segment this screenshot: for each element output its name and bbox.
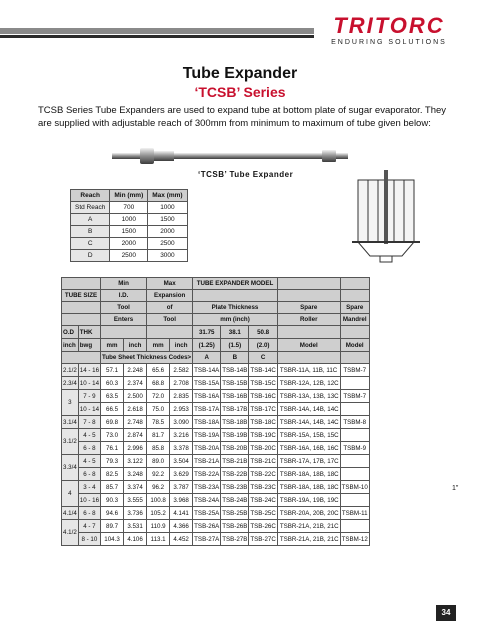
spare-mandrel-cell [340,455,369,468]
model-b-cell: TSB-25B [221,507,249,520]
header-cell: Model [340,339,369,352]
max-mm-cell: 78.5 [147,416,170,429]
tool-caption: ‘TCSB’ Tube Expander [198,170,294,179]
model-c-cell: TSB-18C [249,416,277,429]
max-mm-cell: 92.2 [147,468,170,481]
max-mm-cell: 72.0 [147,390,170,403]
max-inch-cell: 2.708 [170,377,193,390]
header-cell: Mandrel [340,314,369,326]
table-row [71,238,188,250]
min-mm-cell: 94.6 [101,507,124,520]
header-cell: Min [101,278,147,290]
min-mm-cell: 66.5 [101,403,124,416]
reach-min: 1000 [110,214,148,226]
header-row [62,290,370,302]
thk-cell: 3 - 4 [78,481,100,494]
header-cell: Tool [101,302,147,314]
model-a-cell: TSB-18A [193,416,221,429]
min-inch-cell: 2.500 [124,390,147,403]
od-cell: 3.1/2 [62,429,79,455]
max-inch-cell: 3.504 [170,455,193,468]
thk-cell: 7 - 8 [78,416,100,429]
spare-mandrel-cell: TSBM-7 [340,364,369,377]
thk-cell: 8 - 10 [78,533,100,546]
od-cell: 2.1/2 [62,364,79,377]
header-cell: inch [62,339,79,352]
min-inch-cell: 3.374 [124,481,147,494]
spare-roller-cell: TSBR-15A, 15B, 15C [277,429,340,442]
model-b-cell: TSB-24B [221,494,249,507]
model-b-cell: TSB-14B [221,364,249,377]
header-cell: TUBE SIZE [62,290,101,302]
header-cell: mm [147,339,170,352]
min-mm-cell: 104.3 [101,533,124,546]
spare-mandrel-cell: TSBM-7 [340,390,369,403]
min-mm-cell: 79.3 [101,455,124,468]
header-cell [340,326,369,339]
model-a-cell: TSB-23A [193,481,221,494]
model-c-cell: TSB-22C [249,468,277,481]
model-c-cell: TSB-16C [249,390,277,403]
spare-roller-cell: TSBR-12A, 12B, 12C [277,377,340,390]
od-cell: 4.1/4 [62,507,79,520]
brand-logo [314,14,464,48]
reach-label: D [71,250,110,262]
model-a-cell: TSB-24A [193,494,221,507]
model-c-cell: TSB-17C [249,403,277,416]
header-cell: TUBE EXPANDER MODEL [193,278,278,290]
thk-cell: 6 - 8 [78,468,100,481]
reach-max: 1000 [148,202,187,214]
min-inch-cell: 2.874 [124,429,147,442]
side-note: 1" [452,485,459,492]
model-a-cell: TSB-25A [193,507,221,520]
reach-min: 1500 [110,226,148,238]
header-cell: O.D [62,326,79,339]
header-cell [277,290,340,302]
table-row [62,390,370,403]
model-b-cell: TSB-15B [221,377,249,390]
max-inch-cell: 3.090 [170,416,193,429]
spare-mandrel-cell [340,429,369,442]
header-cell [340,278,369,290]
thk-cell: 10 - 16 [78,494,100,507]
max-inch-cell: 3.787 [170,481,193,494]
max-mm-cell: 100.8 [147,494,170,507]
header-cell [277,326,340,339]
spare-roller-cell: TSBR-14A, 14B, 14C [277,403,340,416]
min-mm-cell: 73.0 [101,429,124,442]
spare-mandrel-cell: TSBM-8 [340,416,369,429]
model-a-cell: TSB-16A [193,390,221,403]
reach-header-cell: Max (mm) [148,190,187,202]
spare-roller-cell: TSBR-21A, 21B, 21C [277,520,340,533]
table-row [62,507,370,520]
max-inch-cell: 2.835 [170,390,193,403]
max-inch-cell: 3.378 [170,442,193,455]
header-cell: Max [147,278,193,290]
spare-mandrel-cell [340,520,369,533]
min-inch-cell: 2.618 [124,403,147,416]
max-mm-cell: 89.0 [147,455,170,468]
brand-name: TRITORC [333,13,445,38]
header-cell: Tube Sheet Thickness Codes> [101,352,193,364]
header-cell: 38.1 [221,326,249,339]
header-row [62,339,370,352]
max-inch-cell: 3.629 [170,468,193,481]
model-b-cell: TSB-20B [221,442,249,455]
od-cell: 4.1/2 [62,520,79,546]
max-mm-cell: 81.7 [147,429,170,442]
page-title: Tube Expander [182,65,298,82]
header-row [62,302,370,314]
min-inch-cell: 2.748 [124,416,147,429]
reach-max: 3000 [148,250,187,262]
model-a-cell: TSB-17A [193,403,221,416]
model-c-cell: TSB-23C [249,481,277,494]
header-cell [277,352,340,364]
header-cell: (1.25) [193,339,221,352]
table-row [62,403,370,416]
spare-roller-cell: TSBR-21A, 21B, 21C [277,533,340,546]
evaporator-diagram [350,170,422,265]
header-row [62,278,370,290]
table-row [62,494,370,507]
spare-mandrel-cell: TSBM-12 [340,533,369,546]
model-a-cell: TSB-21A [193,455,221,468]
spare-roller-cell: TSBR-11A, 11B, 11C [277,364,340,377]
table-row [62,377,370,390]
header-cell: Enters [101,314,147,326]
spare-mandrel-cell: TSBM-10 [340,481,369,494]
thk-cell: 4 - 5 [78,429,100,442]
max-mm-cell: 105.2 [147,507,170,520]
tube-expander-illustration [110,138,350,174]
od-cell: 3.1/4 [62,416,79,429]
table-row [71,214,188,226]
model-a-cell: TSB-27A [193,533,221,546]
od-cell: 2.3/4 [62,377,79,390]
max-inch-cell: 2.953 [170,403,193,416]
table-row [62,455,370,468]
header-cell: C [249,352,277,364]
header-cell: mm [101,339,124,352]
min-mm-cell: 89.7 [101,520,124,533]
table-row [62,520,370,533]
reach-label: B [71,226,110,238]
header-cell [340,290,369,302]
model-a-cell: TSB-26A [193,520,221,533]
reach-table [70,189,188,262]
header-cell [147,326,193,339]
reach-header-cell: Reach [71,190,110,202]
header-cell [193,290,278,302]
max-inch-cell: 3.216 [170,429,193,442]
thk-cell: 10 - 14 [78,377,100,390]
reach-min: 2500 [110,250,148,262]
min-inch-cell: 3.555 [124,494,147,507]
min-inch-cell: 2.374 [124,377,147,390]
table-row [71,202,188,214]
table-row [62,364,370,377]
spare-mandrel-cell: TSBM-11 [340,507,369,520]
header-cell: (1.5) [221,339,249,352]
header-cell [62,314,101,326]
model-a-cell: TSB-14A [193,364,221,377]
header-cell [277,278,340,290]
header-row [62,326,370,339]
header-cell: Expansion [147,290,193,302]
model-b-cell: TSB-22B [221,468,249,481]
model-c-cell: TSB-24C [249,494,277,507]
spare-roller-cell: TSBR-18A, 18B, 18C [277,481,340,494]
spare-roller-cell: TSBR-13A, 13B, 13C [277,390,340,403]
spare-roller-cell: TSBR-18A, 18B, 18C [277,468,340,481]
max-inch-cell: 3.968 [170,494,193,507]
reach-label: A [71,214,110,226]
model-a-cell: TSB-22A [193,468,221,481]
model-a-cell: TSB-15A [193,377,221,390]
min-mm-cell: 82.5 [101,468,124,481]
min-mm-cell: 57.1 [101,364,124,377]
min-mm-cell: 76.1 [101,442,124,455]
page-number: 34 [436,605,456,621]
thk-cell: 10 - 14 [78,403,100,416]
spare-roller-cell: TSBR-17A, 17B, 17C [277,455,340,468]
model-b-cell: TSB-19B [221,429,249,442]
table-row [62,442,370,455]
header-cell: A [193,352,221,364]
od-cell: 4 [62,481,79,507]
min-inch-cell: 2.248 [124,364,147,377]
model-b-cell: TSB-18B [221,416,249,429]
min-inch-cell: 3.736 [124,507,147,520]
model-b-cell: TSB-23B [221,481,249,494]
header-cell: mm (inch) [193,314,278,326]
model-a-cell: TSB-19A [193,429,221,442]
intro-text: TCSB Series Tube Expanders are used to expand tube at bottom plate of sugar evaporator. They are supplied with adjustable reach of 300mm from minimum to maximum of tube given below: [38,105,447,129]
max-inch-cell: 2.582 [170,364,193,377]
reach-max: 2000 [148,226,187,238]
reach-min: 2000 [110,238,148,250]
header-cell: inch [124,339,147,352]
spare-mandrel-cell [340,377,369,390]
reach-label: Std Reach [71,202,110,214]
thk-cell: 7 - 9 [78,390,100,403]
header-cell [62,352,101,364]
model-b-cell: TSB-21B [221,455,249,468]
spare-mandrel-cell [340,403,369,416]
table-row [71,226,188,238]
header-cell: THK [78,326,100,339]
model-c-cell: TSB-26C [249,520,277,533]
min-mm-cell: 90.3 [101,494,124,507]
thk-cell: 4 - 5 [78,455,100,468]
model-c-cell: TSB-19C [249,429,277,442]
min-mm-cell: 63.5 [101,390,124,403]
od-cell: 3.3/4 [62,455,79,481]
header-cell [62,302,101,314]
tube-expander-model-table [61,277,370,546]
model-c-cell: TSB-21C [249,455,277,468]
header-cell: of [147,302,193,314]
min-mm-cell: 60.3 [101,377,124,390]
table-row [62,416,370,429]
header-cell: Spare [340,302,369,314]
max-inch-cell: 4.452 [170,533,193,546]
min-inch-cell: 3.248 [124,468,147,481]
spare-roller-cell: TSBR-20A, 20B, 20C [277,507,340,520]
header-cell: bwg [78,339,100,352]
brand-tagline: ENDURING SOLUTIONS [331,39,447,46]
header-cell: B [221,352,249,364]
model-b-cell: TSB-27B [221,533,249,546]
header-cell [101,326,147,339]
header-cell: Tool [147,314,193,326]
reach-header-cell: Min (mm) [110,190,148,202]
table-row [62,481,370,494]
header-cell: 31.75 [193,326,221,339]
reach-min: 700 [110,202,148,214]
min-mm-cell: 85.7 [101,481,124,494]
thk-cell: 6 - 8 [78,507,100,520]
table-row [62,429,370,442]
max-mm-cell: 68.8 [147,377,170,390]
max-mm-cell: 96.2 [147,481,170,494]
model-b-cell: TSB-17B [221,403,249,416]
reach-max: 2500 [148,238,187,250]
min-mm-cell: 69.8 [101,416,124,429]
spare-roller-cell: TSBR-16A, 16B, 16C [277,442,340,455]
min-inch-cell: 3.531 [124,520,147,533]
model-c-cell: TSB-14C [249,364,277,377]
reach-header-row [71,190,188,202]
thk-cell: 14 - 16 [78,364,100,377]
od-cell: 3 [62,390,79,416]
max-inch-cell: 4.366 [170,520,193,533]
model-b-cell: TSB-16B [221,390,249,403]
model-a-cell: TSB-20A [193,442,221,455]
max-mm-cell: 110.9 [147,520,170,533]
max-inch-cell: 4.141 [170,507,193,520]
model-c-cell: TSB-20C [249,442,277,455]
table-row [71,250,188,262]
header-cell [62,278,101,290]
max-mm-cell: 65.6 [147,364,170,377]
spare-roller-cell: TSBR-14A, 14B, 14C [277,416,340,429]
header-cell: (2.0) [249,339,277,352]
thk-cell: 4 - 7 [78,520,100,533]
header-cell: I.D. [101,290,147,302]
reach-label: C [71,238,110,250]
thk-cell: 6 - 8 [78,442,100,455]
header-cell: inch [170,339,193,352]
header-cell [340,352,369,364]
model-b-cell: TSB-26B [221,520,249,533]
header-cell: Plate Thickness [193,302,278,314]
max-mm-cell: 113.1 [147,533,170,546]
header-cell: Model [277,339,340,352]
min-inch-cell: 2.996 [124,442,147,455]
header-cell: Spare [277,302,340,314]
max-mm-cell: 75.0 [147,403,170,416]
min-inch-cell: 4.106 [124,533,147,546]
spare-mandrel-cell: TSBM-9 [340,442,369,455]
reach-max: 1500 [148,214,187,226]
header-row [62,352,370,364]
min-inch-cell: 3.122 [124,455,147,468]
header-cell: Roller [277,314,340,326]
header-row [62,314,370,326]
table-row [62,468,370,481]
spare-mandrel-cell [340,494,369,507]
model-c-cell: TSB-15C [249,377,277,390]
spare-mandrel-cell [340,468,369,481]
table-row [62,533,370,546]
header-cell: 50.8 [249,326,277,339]
spare-roller-cell: TSBR-19A, 19B, 19C [277,494,340,507]
page-subtitle: ‘TCSB’ Series [194,84,286,100]
model-c-cell: TSB-25C [249,507,277,520]
model-c-cell: TSB-27C [249,533,277,546]
max-mm-cell: 85.8 [147,442,170,455]
